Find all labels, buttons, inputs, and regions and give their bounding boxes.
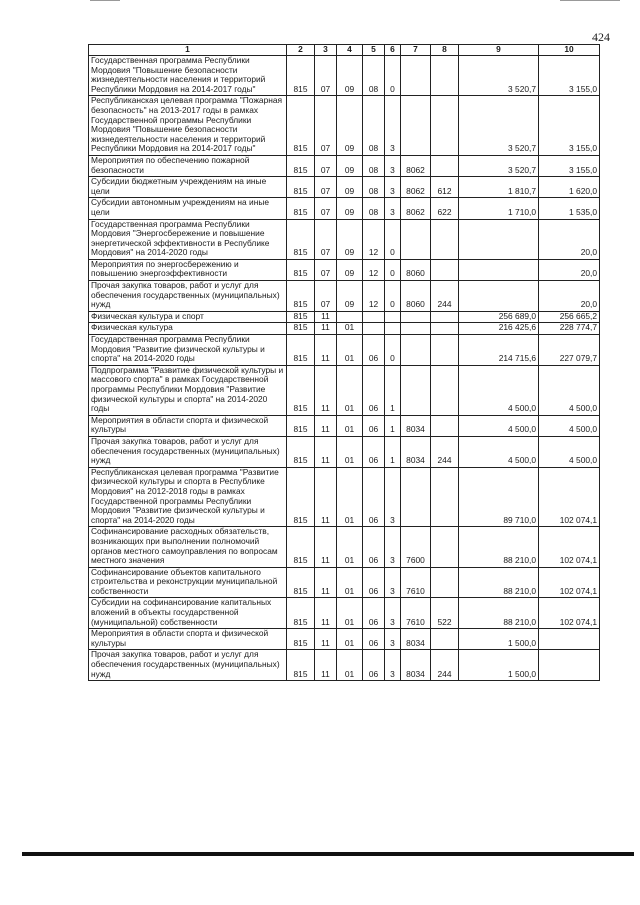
row-code-6: 1: [385, 415, 401, 436]
row-amount-9: 4 500,0: [459, 365, 539, 415]
row-amount-10: 20,0: [539, 219, 600, 259]
row-code-6: 3: [385, 567, 401, 598]
row-code-8: 244: [431, 650, 459, 681]
row-amount-9: 3 520,7: [459, 56, 539, 96]
row-code-2: 815: [287, 281, 315, 312]
row-code-6: 0: [385, 259, 401, 280]
row-name: Субсидии на софинансирование капитальных вложений в объекты государственной (муниципальной) собственности: [89, 598, 287, 629]
row-code-3: 11: [315, 436, 337, 467]
row-name: Государственная программа Республики Мордовия "Повышение безопасности жизнедеятельности населения и территорий Республики Мордовия на 2014-2017 годы": [89, 56, 287, 96]
row-code-5: 06: [363, 335, 385, 366]
row-code-2: 815: [287, 467, 315, 527]
table-row: [89, 629, 600, 650]
row-code-4: 09: [337, 219, 363, 259]
row-code-7: 7600: [401, 527, 431, 567]
row-code-4: 09: [337, 259, 363, 280]
row-code-8: [431, 311, 459, 323]
column-header: 1: [89, 45, 287, 56]
row-amount-10: 1 535,0: [539, 198, 600, 219]
table-row: [89, 527, 600, 567]
column-header: 2: [287, 45, 315, 56]
row-code-4: [337, 311, 363, 323]
table-row: [89, 598, 600, 629]
row-code-6: 3: [385, 96, 401, 156]
row-code-8: 622: [431, 198, 459, 219]
budget-table: [88, 44, 600, 681]
table-row: [89, 467, 600, 527]
row-code-5: 06: [363, 567, 385, 598]
row-code-5: 12: [363, 219, 385, 259]
row-code-2: 815: [287, 598, 315, 629]
row-amount-9: 1 810,7: [459, 177, 539, 198]
row-code-8: [431, 96, 459, 156]
row-code-2: 815: [287, 335, 315, 366]
table-row: [89, 436, 600, 467]
column-header: 6: [385, 45, 401, 56]
table-row: [89, 96, 600, 156]
row-amount-9: 4 500,0: [459, 415, 539, 436]
row-name: Государственная программа Республики Мордовия "Энергосбережение и повышение энергетической эффективности в Республике Мордовия" на 2014-2020 годы: [89, 219, 287, 259]
row-code-6: 3: [385, 467, 401, 527]
row-amount-9: 1 500,0: [459, 650, 539, 681]
row-code-7: [401, 219, 431, 259]
row-code-4: 09: [337, 96, 363, 156]
row-code-6: 3: [385, 527, 401, 567]
row-code-7: 8060: [401, 259, 431, 280]
table-row: [89, 259, 600, 280]
row-code-4: 01: [337, 335, 363, 366]
row-code-3: 07: [315, 219, 337, 259]
row-code-5: 06: [363, 527, 385, 567]
row-code-2: 815: [287, 198, 315, 219]
row-amount-10: 20,0: [539, 259, 600, 280]
row-code-2: 815: [287, 177, 315, 198]
row-code-6: 0: [385, 219, 401, 259]
row-code-6: 1: [385, 365, 401, 415]
row-amount-9: 256 689,0: [459, 311, 539, 323]
row-amount-10: [539, 650, 600, 681]
row-code-5: [363, 311, 385, 323]
row-code-3: 11: [315, 567, 337, 598]
row-code-7: 8034: [401, 629, 431, 650]
row-code-8: [431, 323, 459, 335]
table-row: [89, 365, 600, 415]
row-name: Физическая культура: [89, 323, 287, 335]
row-name: Софинансирование объектов капитального строительства и реконструкции муниципальной собственности: [89, 567, 287, 598]
row-amount-10: 102 074,1: [539, 467, 600, 527]
row-amount-9: 88 210,0: [459, 598, 539, 629]
column-header: 7: [401, 45, 431, 56]
row-code-6: 3: [385, 198, 401, 219]
column-header: 10: [539, 45, 600, 56]
row-name: Прочая закупка товаров, работ и услуг для обеспечения государственных (муниципальных) нужд: [89, 650, 287, 681]
row-code-8: [431, 629, 459, 650]
row-code-3: 07: [315, 96, 337, 156]
top-scan-mark-right: [560, 0, 620, 1]
row-amount-9: [459, 219, 539, 259]
row-amount-9: 88 210,0: [459, 527, 539, 567]
row-code-2: 815: [287, 155, 315, 176]
row-code-2: 815: [287, 629, 315, 650]
row-code-3: 11: [315, 629, 337, 650]
row-code-4: 01: [337, 365, 363, 415]
row-code-2: 815: [287, 365, 315, 415]
row-code-5: 08: [363, 177, 385, 198]
row-code-2: 815: [287, 436, 315, 467]
row-code-3: 11: [315, 650, 337, 681]
row-code-5: 08: [363, 155, 385, 176]
row-amount-9: 3 520,7: [459, 96, 539, 156]
row-amount-9: 1 710,0: [459, 198, 539, 219]
row-amount-10: 228 774,7: [539, 323, 600, 335]
table-row: [89, 281, 600, 312]
row-code-6: 0: [385, 281, 401, 312]
table-row: [89, 335, 600, 366]
table-body: [89, 56, 600, 681]
table-row: [89, 198, 600, 219]
row-name: Государственная программа Республики Мордовия "Развитие физической культуры и спорта" на 2014-2020 годы: [89, 335, 287, 366]
row-amount-10: 102 074,1: [539, 567, 600, 598]
row-amount-10: 3 155,0: [539, 56, 600, 96]
row-code-7: [401, 311, 431, 323]
row-code-8: [431, 56, 459, 96]
row-name: Мероприятия по обеспечению пожарной безопасности: [89, 155, 287, 176]
table-row: [89, 177, 600, 198]
row-code-6: 1: [385, 436, 401, 467]
row-code-4: 01: [337, 598, 363, 629]
row-code-4: 09: [337, 198, 363, 219]
row-code-2: 815: [287, 415, 315, 436]
row-code-2: 815: [287, 527, 315, 567]
row-amount-9: 88 210,0: [459, 567, 539, 598]
row-amount-9: 1 500,0: [459, 629, 539, 650]
footer-rule: [22, 852, 634, 856]
row-amount-10: 4 500,0: [539, 436, 600, 467]
row-code-3: 11: [315, 467, 337, 527]
row-code-5: 06: [363, 598, 385, 629]
row-code-7: [401, 335, 431, 366]
row-code-7: 8062: [401, 177, 431, 198]
table-row: [89, 155, 600, 176]
row-code-2: 815: [287, 219, 315, 259]
row-code-7: [401, 467, 431, 527]
row-name: Субсидии бюджетным учреждениям на иные цели: [89, 177, 287, 198]
table-row: [89, 567, 600, 598]
row-code-2: 815: [287, 323, 315, 335]
row-code-6: 0: [385, 56, 401, 96]
table-row: [89, 323, 600, 335]
row-code-5: 06: [363, 436, 385, 467]
row-amount-10: 102 074,1: [539, 527, 600, 567]
row-code-6: 3: [385, 155, 401, 176]
row-code-4: 01: [337, 415, 363, 436]
row-code-2: 815: [287, 311, 315, 323]
page-number: 424: [592, 30, 610, 44]
row-code-4: 09: [337, 155, 363, 176]
row-name: Республиканская целевая программа "Пожарная безопасность" на 2013-2017 годы в рамках Государственной программы Республики Мордовия "Повышение безопасности жизнедеятельности населения и территорий Республики Мордовия на 2014-2017 годы": [89, 96, 287, 156]
row-code-3: 07: [315, 177, 337, 198]
row-code-8: [431, 527, 459, 567]
table-row: [89, 415, 600, 436]
table-row: [89, 311, 600, 323]
row-code-2: 815: [287, 56, 315, 96]
row-code-2: 815: [287, 567, 315, 598]
column-header: 8: [431, 45, 459, 56]
row-code-4: 01: [337, 527, 363, 567]
row-code-7: 8060: [401, 281, 431, 312]
row-name: Прочая закупка товаров, работ и услуг для обеспечения государственных (муниципальных) нужд: [89, 436, 287, 467]
column-header: 3: [315, 45, 337, 56]
row-code-3: 11: [315, 598, 337, 629]
row-code-4: 09: [337, 56, 363, 96]
row-amount-9: 89 710,0: [459, 467, 539, 527]
row-code-7: 8034: [401, 650, 431, 681]
row-code-5: 06: [363, 650, 385, 681]
row-code-5: 12: [363, 281, 385, 312]
row-code-4: 01: [337, 629, 363, 650]
row-code-7: 8062: [401, 198, 431, 219]
row-code-3: 07: [315, 281, 337, 312]
row-code-4: 01: [337, 650, 363, 681]
row-code-8: 244: [431, 436, 459, 467]
row-code-5: 06: [363, 365, 385, 415]
row-code-6: [385, 323, 401, 335]
row-amount-10: 1 620,0: [539, 177, 600, 198]
row-code-8: [431, 567, 459, 598]
row-code-7: [401, 56, 431, 96]
row-code-4: 01: [337, 436, 363, 467]
row-code-4: 09: [337, 177, 363, 198]
row-code-2: 815: [287, 96, 315, 156]
row-code-8: [431, 259, 459, 280]
row-amount-10: 3 155,0: [539, 155, 600, 176]
row-code-3: 07: [315, 259, 337, 280]
row-code-5: 08: [363, 198, 385, 219]
row-amount-9: [459, 281, 539, 312]
row-code-4: 09: [337, 281, 363, 312]
column-header: 4: [337, 45, 363, 56]
row-code-5: 12: [363, 259, 385, 280]
row-code-8: [431, 219, 459, 259]
top-scan-mark-left: [90, 0, 120, 1]
row-code-7: 8034: [401, 415, 431, 436]
row-code-3: 11: [315, 335, 337, 366]
row-amount-9: 4 500,0: [459, 436, 539, 467]
row-code-6: 3: [385, 598, 401, 629]
row-code-6: 3: [385, 650, 401, 681]
row-amount-9: 216 425,6: [459, 323, 539, 335]
row-name: Субсидии автономным учреждениям на иные цели: [89, 198, 287, 219]
row-code-4: 01: [337, 567, 363, 598]
row-amount-10: 4 500,0: [539, 365, 600, 415]
row-name: Республиканская целевая программа "Развитие физической культуры и спорта в Республике Мордовия" на 2012-2018 годы в рамках Государственной программы Республики Мордовия "Развитие физической культуры и спорта" на 2014-2020 годы: [89, 467, 287, 527]
row-code-5: 06: [363, 415, 385, 436]
row-amount-10: 20,0: [539, 281, 600, 312]
row-code-3: 11: [315, 527, 337, 567]
row-code-3: 07: [315, 155, 337, 176]
row-code-7: 8062: [401, 155, 431, 176]
row-name: Мероприятия в области спорта и физической культуры: [89, 629, 287, 650]
row-code-4: 01: [337, 323, 363, 335]
table-row: [89, 219, 600, 259]
row-code-8: 522: [431, 598, 459, 629]
column-header: 5: [363, 45, 385, 56]
row-code-8: 612: [431, 177, 459, 198]
row-code-8: [431, 155, 459, 176]
row-code-8: [431, 335, 459, 366]
row-code-3: 07: [315, 198, 337, 219]
row-code-8: [431, 365, 459, 415]
row-code-5: 06: [363, 629, 385, 650]
row-code-7: 8034: [401, 436, 431, 467]
row-code-3: 11: [315, 365, 337, 415]
table-header-row: [89, 45, 600, 56]
row-code-7: 7610: [401, 567, 431, 598]
row-code-5: 08: [363, 96, 385, 156]
column-header: 9: [459, 45, 539, 56]
row-code-7: 7610: [401, 598, 431, 629]
row-name: Подпрограмма "Развитие физической культуры и массового спорта" в рамках Государственной программы Республики Мордовия "Развитие физической культуры и спорта" на 2014-2020 годы: [89, 365, 287, 415]
row-code-8: 244: [431, 281, 459, 312]
row-name: Мероприятия по энергосбережению и повышению энергоэффективности: [89, 259, 287, 280]
row-amount-10: [539, 629, 600, 650]
row-name: Прочая закупка товаров, работ и услуг для обеспечения государственных (муниципальных) нужд: [89, 281, 287, 312]
row-code-6: 3: [385, 629, 401, 650]
row-code-2: 815: [287, 259, 315, 280]
row-name: Физическая культура и спорт: [89, 311, 287, 323]
row-code-8: [431, 467, 459, 527]
row-code-3: 11: [315, 415, 337, 436]
table-row: [89, 56, 600, 96]
table-row: [89, 650, 600, 681]
row-amount-10: 4 500,0: [539, 415, 600, 436]
row-amount-10: 102 074,1: [539, 598, 600, 629]
row-amount-9: 214 715,6: [459, 335, 539, 366]
row-code-7: [401, 323, 431, 335]
row-code-3: 11: [315, 311, 337, 323]
row-name: Мероприятия в области спорта и физической культуры: [89, 415, 287, 436]
row-code-3: 11: [315, 323, 337, 335]
row-code-3: 07: [315, 56, 337, 96]
row-code-7: [401, 96, 431, 156]
row-code-5: 08: [363, 56, 385, 96]
row-name: Софинансирование расходных обязательств, возникающих при выполнении полномочий органов местного самоуправления по вопросам местного значения: [89, 527, 287, 567]
row-code-6: 0: [385, 335, 401, 366]
row-amount-10: 3 155,0: [539, 96, 600, 156]
row-amount-10: 256 665,2: [539, 311, 600, 323]
row-code-7: [401, 365, 431, 415]
row-code-5: [363, 323, 385, 335]
row-code-4: 01: [337, 467, 363, 527]
row-amount-10: 227 079,7: [539, 335, 600, 366]
row-code-6: [385, 311, 401, 323]
row-amount-9: 3 520,7: [459, 155, 539, 176]
row-code-5: 06: [363, 467, 385, 527]
row-code-6: 3: [385, 177, 401, 198]
row-amount-9: [459, 259, 539, 280]
row-code-2: 815: [287, 650, 315, 681]
row-code-8: [431, 415, 459, 436]
